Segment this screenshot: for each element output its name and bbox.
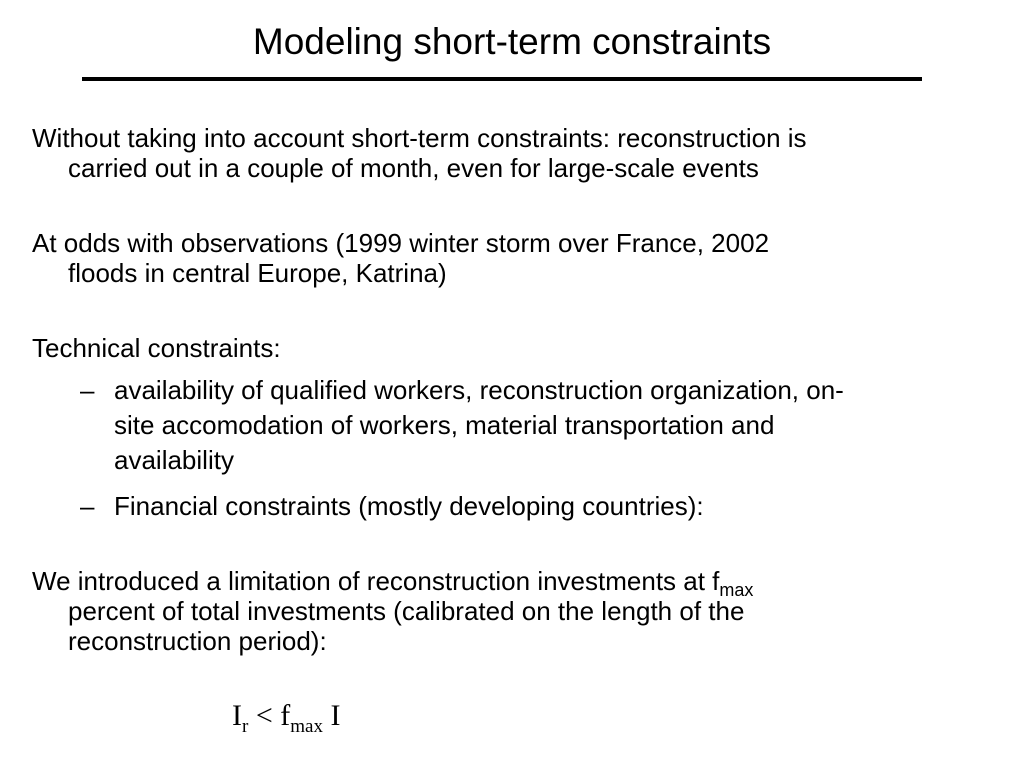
formula-operator: < f [248, 699, 291, 732]
paragraph-line: carried out in a couple of month, even for large-scale events [68, 153, 759, 183]
sub-bullet-line: availability [114, 445, 234, 475]
paragraph-line: Without taking into account short-term constraints: reconstruction is [32, 123, 807, 153]
paragraph-limitation [32, 566, 982, 656]
paragraph-without-constraints [32, 123, 982, 183]
formula-lhs-subscript: r [242, 716, 249, 737]
sub-bullet-availability [80, 373, 1000, 478]
dash-bullet: – [80, 375, 95, 405]
slide-title: Modeling short-term constraints [252, 21, 772, 62]
paragraph-technical-constraints [32, 333, 982, 363]
dash-bullet: – [80, 491, 95, 521]
sub-bullet-financial [80, 489, 1000, 524]
title-underline [82, 77, 922, 81]
formula-f-subscript: max [290, 716, 323, 737]
paragraph-line [32, 566, 982, 600]
paragraph-text: We introduced a limitation of reconstruction investments at f [32, 566, 720, 596]
paragraph-observations [32, 228, 982, 288]
formula-rhs: I [322, 699, 341, 732]
paragraph-line: At odds with observations (1999 winter storm over France, 2002 [32, 228, 770, 258]
paragraph-line: reconstruction period): [68, 626, 327, 656]
sub-bullet-line: availability of qualified workers, reconstruction organization, on- [114, 375, 844, 405]
formula-investment-limit [232, 696, 340, 736]
formula-lhs: I [232, 699, 242, 732]
sub-bullet-line: Financial constraints (mostly developing countries): [114, 491, 704, 521]
sub-bullet-line: site accomodation of workers, material transportation and [114, 410, 775, 440]
paragraph-line: floods in central Europe, Katrina) [68, 258, 447, 288]
paragraph-line: Technical constraints: [32, 333, 281, 363]
subscript-max: max [719, 580, 754, 600]
paragraph-line: percent of total investments (calibrated on the length of the [68, 596, 745, 626]
